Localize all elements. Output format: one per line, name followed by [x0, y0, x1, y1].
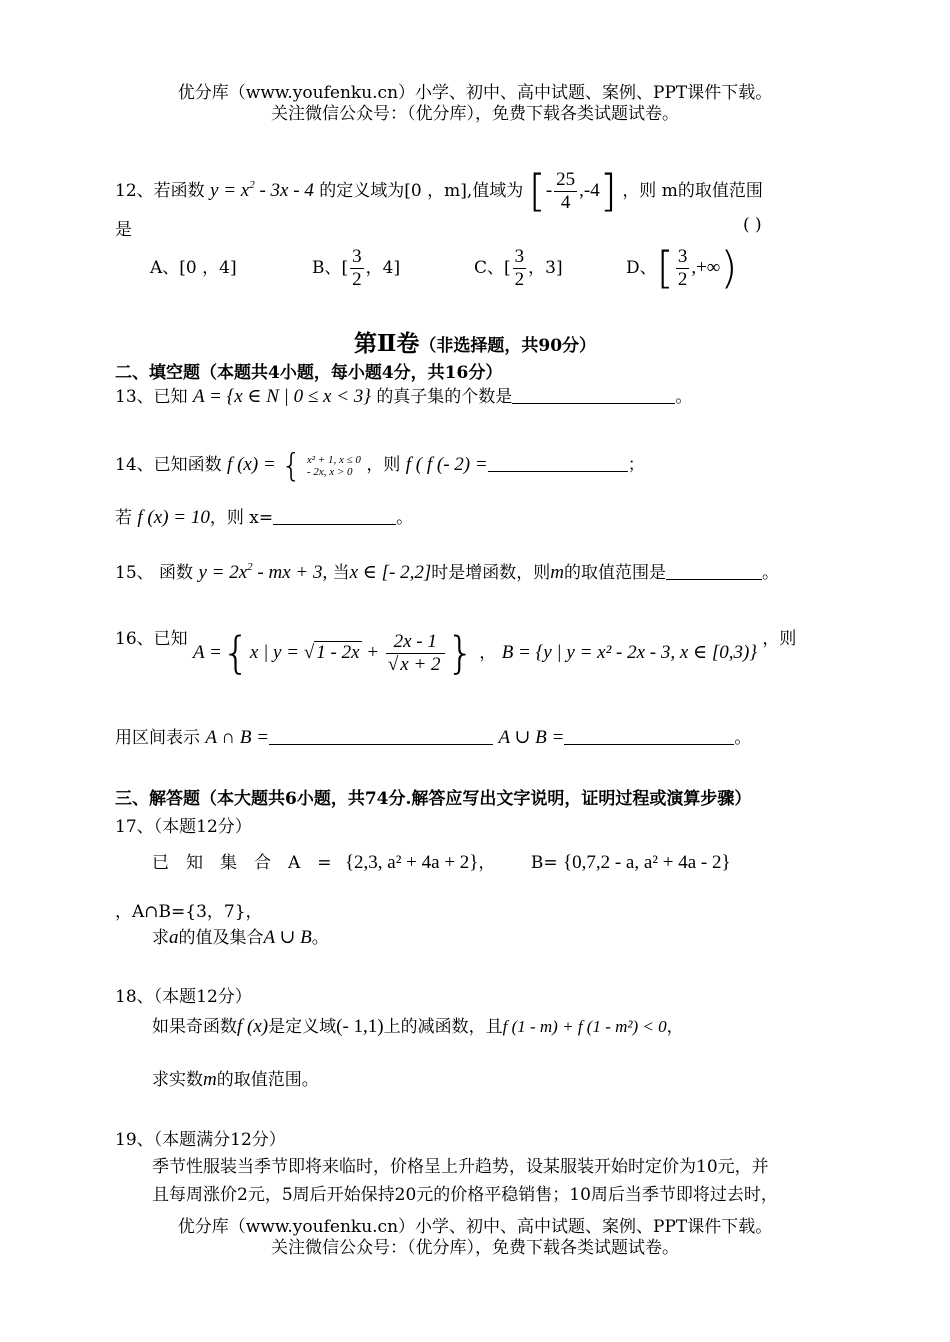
q16-intersection: A ∩ B =	[205, 727, 270, 748]
q15-answer-blank	[666, 578, 762, 580]
q19-label: 19、（本题满分12分）	[115, 1130, 286, 1150]
q17-label: 17、（本题12分）	[115, 817, 252, 837]
q19-line-1: 季节性服装当季节即将来临时，价格呈上升趋势，设某服装开始时定价为10元，并	[152, 1157, 769, 1177]
q12-option-d: D、[ $\frac{3}{2}$ ,+∞)	[626, 242, 738, 294]
q13-set: A = {x ∈ N | 0 ≤ x < 3}	[193, 386, 371, 407]
q12-option-c: C、[ $\frac{3}{2}$ ，3]	[474, 246, 563, 290]
q16-line-2: 用区间表示 A ∩ B = A ∪ B = 。	[115, 727, 752, 748]
q16-union: A ∪ B =	[498, 727, 565, 748]
header-line-1: 优分库（www.youfenku.cn）小学、初中、高中试题、案例、PPT课件下载。	[177, 83, 773, 103]
part-2-title: 第Ⅱ卷（非选择题，共90分）	[353, 330, 597, 357]
q14-equation: f (x) = 10	[137, 507, 210, 528]
q18-line-2: 求实数m的取值范围。	[152, 1069, 319, 1090]
q17-set-a: {2,3, a² + 4a + 2}	[344, 852, 479, 873]
q14-answer-blank-2	[273, 523, 396, 525]
q12-line-2: 是	[115, 220, 132, 240]
q12-option-b: B、[ $\frac{3}{2}$ ，4]	[312, 246, 401, 290]
footer-line-2: 关注微信公众号：（优分库），免费下载各类试题试卷。	[271, 1238, 679, 1258]
question-13: 13、已知 A = {x ∈ N | 0 ≤ x < 3} 的真子集的个数是 。	[115, 386, 693, 407]
q16-answer-blank-1	[269, 743, 493, 745]
q12-answer-paren: ( )	[743, 215, 762, 235]
question-14: 14、已知函数 f (x) = { x² + 1, x ≤ 0 - 2x, x > 0 ，则 f ( f (- 2) = ；	[115, 446, 645, 485]
q14-composition: f ( f (- 2) =	[405, 454, 488, 475]
q12-range-minus: -	[545, 180, 553, 201]
q18-inequality: f (1 - m) + f (1 - m²) < 0	[502, 1017, 667, 1036]
q14-answer-blank-1	[488, 470, 628, 472]
q16-set-a: A ={x | y = √ 1 - 2x + $\frac{2x - 1}{√ x + 2}$ }	[193, 627, 475, 679]
q14-line-2: 若 f (x) = 10，则 x= 。	[115, 507, 414, 528]
q12-prefix: 12、若函数	[115, 181, 205, 201]
q14-piecewise: x² + 1, x ≤ 0 - 2x, x > 0	[306, 453, 361, 478]
q17-set-b: {0,7,2 - a, a² + 4a - 2}	[562, 852, 731, 873]
q17-line-2: ，A∩B={3，7}，	[115, 902, 263, 922]
q14-function: f (x) =	[227, 454, 276, 475]
question-12: 12、若函数 $y = x^2 - 3x - 4$ 的定义域为[0 ，m],值域为 [- $\frac{25}{4}$ ,-4] ，则 m的取值范围	[115, 165, 763, 217]
q12-options	[150, 244, 237, 292]
question-15: 15、 函数 $y = 2x^2$ - mx + 3, 当x ∈ [- 2,2]时是增函数，则m的取值范围是 。	[115, 561, 779, 583]
q13-answer-blank	[512, 402, 675, 404]
q18-domain: (- 1,1)	[336, 1016, 384, 1037]
footer-line-1: 优分库（www.youfenku.cn）小学、初中、高中试题、案例、PPT课件下载。	[177, 1217, 773, 1237]
q18-label: 18、（本题12分）	[115, 987, 252, 1007]
q15-function: $y = 2x^2$ - mx + 3,	[198, 561, 328, 583]
q12-range-rest: ,-4	[579, 180, 600, 201]
q12-suffix: ，则 m的取值范围	[622, 181, 763, 201]
q18-line-1: 如果奇函数f (x)是定义域(- 1,1)上的减函数，且f (1 - m) + f (1 - m²) < 0，	[152, 1016, 684, 1037]
q12-domain-text: 的定义域为[0 ，m],值域为	[319, 181, 524, 201]
q16-set-b: B = {y | y = x² - 2x - 3, x ∈ [0,3)}	[501, 642, 757, 663]
q12-range-fraction: $\frac{25}{4}$	[556, 169, 576, 213]
question-16: 16、已知 A ={x | y = √ 1 - 2x + $\frac{2x - 1}{√ x + 2}$ } ， B = {y | y = x² - 2x - 3, x ∈ [0,3)} ，则	[115, 627, 797, 679]
q12-option-a: A、[0 ，4]	[150, 258, 237, 278]
header-line-2: 关注微信公众号：（优分库），免费下载各类试题试卷。	[271, 104, 679, 124]
q17-line-3: 求a的值及集合A ∪ B。	[152, 927, 329, 948]
section-3-heading: 三、解答题（本大题共6小题，共74分.解答应写出文字说明，证明过程或演算步骤）	[115, 789, 752, 809]
q12-function: $y = x^2 - 3x - 4$	[210, 179, 314, 201]
q15-condition: x ∈ [- 2,2]	[349, 562, 432, 583]
q17-line-1: 已 知 集 合 A = {2,3, a² + 4a + 2}， B= {0,7,2 - a, a² + 4a - 2}	[152, 852, 731, 873]
q19-line-2: 且每周涨价2元，5周后开始保持20元的价格平稳销售；10周后当季节即将过去时，	[152, 1185, 778, 1205]
q16-answer-blank-2	[564, 743, 734, 745]
section-2-heading: 二、填空题（本题共4小题，每小题4分，共16分）	[115, 363, 503, 383]
